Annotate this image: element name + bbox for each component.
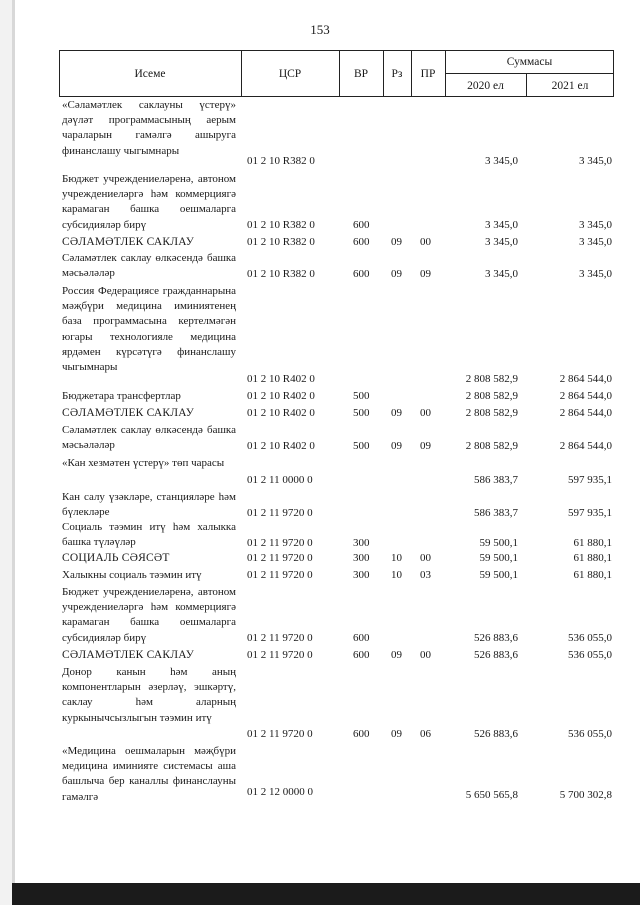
row-rz: 09 bbox=[391, 268, 402, 280]
row-name: Кан салу үзәкләре, станцияләре һәм бүлекләре bbox=[62, 491, 236, 519]
row-pr: 03 bbox=[420, 569, 431, 581]
row-name: СӘЛАМӘТЛЕК САКЛАУ bbox=[62, 407, 195, 419]
row-value-2020: 2 808 582,9 bbox=[465, 407, 518, 419]
row-value-2021: 3 345,0 bbox=[579, 219, 612, 231]
row-csr: 01 2 10 R382 0 bbox=[247, 219, 315, 231]
row-csr: 01 2 10 R382 0 bbox=[247, 268, 315, 280]
row-csr: 01 2 10 R402 0 bbox=[247, 440, 315, 452]
header-name: Исеме bbox=[134, 68, 166, 80]
row-vr: 600 bbox=[353, 728, 370, 740]
row-vr: 600 bbox=[353, 649, 370, 661]
row-value-2021: 3 345,0 bbox=[579, 236, 612, 248]
header-subdivider bbox=[445, 73, 614, 74]
row-name: «Сәламәтлек саклауны үстерү» дәүләт программасының аерым чараларын гамәлгә ашыруга финанслашу чыгымнары bbox=[62, 99, 236, 157]
header-vr: ВР bbox=[353, 68, 369, 80]
header-csr: ЦСР bbox=[278, 68, 302, 80]
row-vr: 300 bbox=[353, 569, 370, 581]
row-csr: 01 2 12 0000 0 bbox=[247, 786, 313, 798]
row-name: Сәламәтлек саклау өлкәсендә башка мәсьәләләр bbox=[62, 252, 236, 280]
row-pr: 06 bbox=[420, 728, 431, 740]
row-vr: 600 bbox=[353, 236, 370, 248]
row-vr: 600 bbox=[353, 219, 370, 231]
row-name: «Кан хезмәтен үстерү» төп чарасы bbox=[62, 457, 225, 469]
row-value-2021: 2 864 544,0 bbox=[559, 440, 612, 452]
row-name: СӘЛАМӘТЛЕК САКЛАУ bbox=[62, 649, 195, 661]
row-rz: 09 bbox=[391, 236, 402, 248]
row-name: Бюджет учреждениеләренә, автоном учреждениеләргә һәм коммерциягә карамаган башка оешмаларга субсидияләр бирү bbox=[62, 173, 236, 231]
row-value-2020: 3 345,0 bbox=[485, 155, 518, 167]
row-value-2020: 3 345,0 bbox=[485, 268, 518, 280]
header-sums: Суммасы bbox=[506, 56, 553, 68]
row-vr: 300 bbox=[353, 537, 370, 549]
row-vr: 300 bbox=[353, 552, 370, 564]
row-name: Донор канын һәм аның компонентларын әзерләү, эшкәртү, саклау һәм аларның куркынычсызлыгын тәэмин итү bbox=[62, 666, 236, 724]
header-rz: Рз bbox=[391, 68, 403, 80]
row-csr: 01 2 11 9720 0 bbox=[247, 632, 313, 644]
scan-bottom-border bbox=[12, 883, 640, 905]
row-value-2021: 61 880,1 bbox=[573, 537, 612, 549]
row-csr: 01 2 11 9720 0 bbox=[247, 537, 313, 549]
row-rz: 09 bbox=[391, 728, 402, 740]
row-pr: 00 bbox=[420, 649, 431, 661]
row-vr: 500 bbox=[353, 390, 370, 402]
row-pr: 09 bbox=[420, 440, 431, 452]
row-rz: 09 bbox=[391, 407, 402, 419]
scan-left-shadow bbox=[12, 0, 15, 905]
row-rz: 09 bbox=[391, 649, 402, 661]
header-pr: ПР bbox=[420, 68, 436, 80]
row-name: Россия Федерациясе гражданнарына мәҗбүри медицина иминиятенең база программасына кертелмәгән югары технологияле медицина ярдәмен күрсәтүгә финанслашу чыгымнары bbox=[62, 285, 236, 374]
row-value-2021: 2 864 544,0 bbox=[559, 373, 612, 385]
row-value-2020: 2 808 582,9 bbox=[465, 390, 518, 402]
row-name: СОЦИАЛЬ СӘЯСӘТ bbox=[62, 552, 170, 564]
row-name: Бюджет учреждениеләренә, автоном учреждениеләргә һәм коммерциягә карамаган башка оешмаларга субсидияләр бирү bbox=[62, 586, 236, 644]
row-csr: 01 2 11 9720 0 bbox=[247, 552, 313, 564]
row-name: СӘЛАМӘТЛЕК САКЛАУ bbox=[62, 236, 195, 248]
row-value-2020: 5 650 565,8 bbox=[465, 789, 518, 801]
page-number: 153 bbox=[310, 22, 330, 37]
row-name: Сәламәтлек саклау өлкәсендә башка мәсьәләләр bbox=[62, 424, 236, 452]
row-pr: 09 bbox=[420, 268, 431, 280]
row-csr: 01 2 11 9720 0 bbox=[247, 728, 313, 740]
row-vr: 500 bbox=[353, 440, 370, 452]
row-csr: 01 2 11 9720 0 bbox=[247, 569, 313, 581]
row-value-2021: 597 935,1 bbox=[568, 507, 612, 519]
row-value-2020: 586 383,7 bbox=[474, 507, 518, 519]
header-2021: 2021 ел bbox=[551, 80, 589, 92]
row-value-2020: 59 500,1 bbox=[479, 537, 518, 549]
row-csr: 01 2 10 R382 0 bbox=[247, 155, 315, 167]
row-value-2021: 536 055,0 bbox=[568, 649, 612, 661]
row-name: Бюджетара трансфертлар bbox=[62, 390, 181, 402]
row-csr: 01 2 11 9720 0 bbox=[247, 507, 313, 519]
row-csr: 01 2 10 R402 0 bbox=[247, 390, 315, 402]
row-value-2021: 61 880,1 bbox=[573, 569, 612, 581]
row-value-2020: 2 808 582,9 bbox=[465, 373, 518, 385]
row-pr: 00 bbox=[420, 236, 431, 248]
row-csr: 01 2 11 9720 0 bbox=[247, 649, 313, 661]
row-value-2021: 2 864 544,0 bbox=[559, 407, 612, 419]
row-value-2020: 526 883,6 bbox=[474, 649, 518, 661]
row-rz: 09 bbox=[391, 440, 402, 452]
row-vr: 600 bbox=[353, 632, 370, 644]
row-value-2020: 2 808 582,9 bbox=[465, 440, 518, 452]
row-pr: 00 bbox=[420, 552, 431, 564]
row-vr: 500 bbox=[353, 407, 370, 419]
header-2020: 2020 ел bbox=[467, 80, 504, 92]
scan-edge bbox=[0, 0, 12, 905]
row-value-2021: 536 055,0 bbox=[568, 728, 612, 740]
row-value-2020: 526 883,6 bbox=[474, 728, 518, 740]
row-vr: 600 bbox=[353, 268, 370, 280]
row-name: Халыкны социаль тәэмин итү bbox=[62, 569, 202, 581]
row-value-2020: 3 345,0 bbox=[485, 219, 518, 231]
row-csr: 01 2 10 R382 0 bbox=[247, 236, 315, 248]
row-rz: 10 bbox=[391, 552, 402, 564]
row-value-2021: 2 864 544,0 bbox=[559, 390, 612, 402]
row-value-2021: 5 700 302,8 bbox=[559, 789, 612, 801]
row-value-2021: 3 345,0 bbox=[579, 268, 612, 280]
row-csr: 01 2 10 R402 0 bbox=[247, 407, 315, 419]
row-value-2020: 586 383,7 bbox=[474, 474, 518, 486]
row-csr: 01 2 11 0000 0 bbox=[247, 474, 313, 486]
row-value-2021: 536 055,0 bbox=[568, 632, 612, 644]
row-value-2021: 61 880,1 bbox=[573, 552, 612, 564]
row-value-2020: 59 500,1 bbox=[479, 569, 518, 581]
row-value-2020: 59 500,1 bbox=[479, 552, 518, 564]
row-name: Социаль тәэмин итү һәм халыкка башка түләүләр bbox=[62, 521, 236, 549]
row-value-2021: 597 935,1 bbox=[568, 474, 612, 486]
row-value-2020: 3 345,0 bbox=[485, 236, 518, 248]
row-value-2021: 3 345,0 bbox=[579, 155, 612, 167]
row-pr: 00 bbox=[420, 407, 431, 419]
row-value-2020: 526 883,6 bbox=[474, 632, 518, 644]
row-csr: 01 2 10 R402 0 bbox=[247, 373, 315, 385]
row-rz: 10 bbox=[391, 569, 402, 581]
row-name: «Медицина оешмаларын мәҗбүри медицина иминияте системасы аша башлыча бер каналлы финанслауны гамәлгә bbox=[62, 745, 236, 803]
